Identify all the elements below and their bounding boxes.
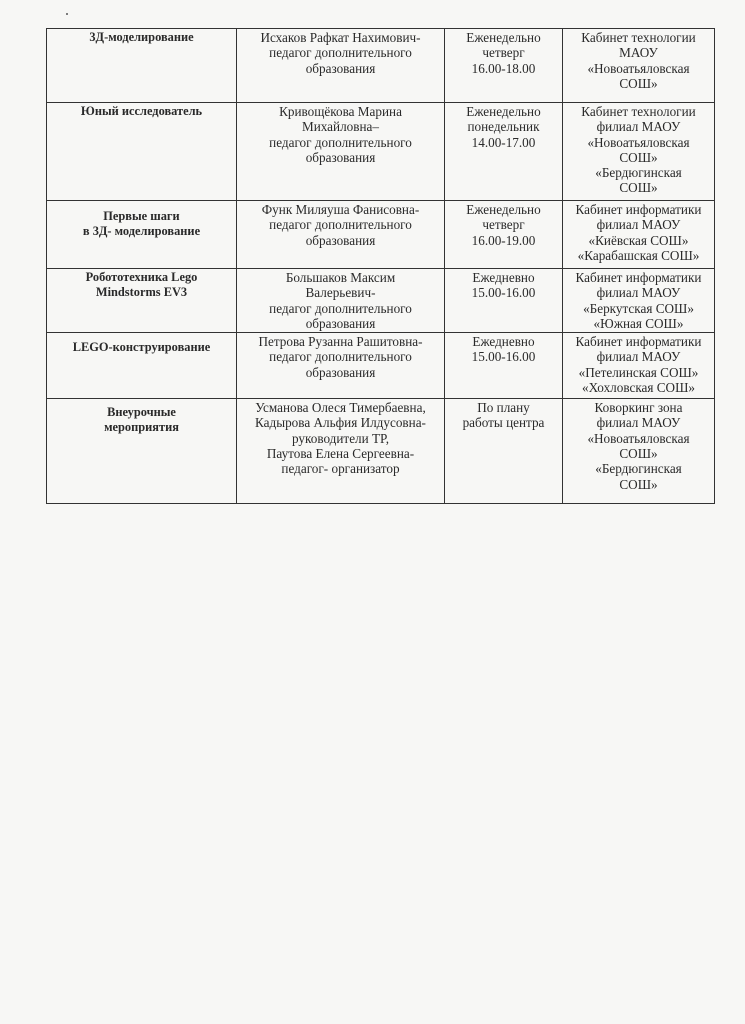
course-name-cell: Робототехника Lego Mindstorms EV3 — [47, 269, 237, 333]
scan-speck — [66, 13, 68, 15]
teacher-cell: Усманова Олеся Тимербаевна, Кадырова Альфия Илдусовна- руководители ТР, Паутова Елена Сергеевна- педагог- организатор — [237, 399, 445, 504]
schedule-table — [46, 28, 715, 504]
location-cell: Кабинет информатики филиал МАОУ «Беркутская СОШ» «Южная СОШ» — [563, 269, 715, 333]
schedule-cell: Ежедневно 15.00-16.00 — [445, 269, 563, 333]
table-row — [47, 29, 715, 103]
table-row — [47, 269, 715, 333]
schedule-cell: Еженедельно четверг 16.00-19.00 — [445, 201, 563, 269]
teacher-cell: Петрова Рузанна Рашитовна- педагог дополнительного образования — [237, 333, 445, 399]
table-row — [47, 333, 715, 399]
location-cell: Кабинет информатики филиал МАОУ «Киёвская СОШ» «Карабашская СОШ» — [563, 201, 715, 269]
location-cell: Коворкинг зона филиал МАОУ «Новоатьяловская СОШ» «Бердюгинская СОШ» — [563, 399, 715, 504]
schedule-cell: Еженедельно четверг 16.00-18.00 — [445, 29, 563, 103]
location-cell: Кабинет технологии МАОУ «Новоатьяловская СОШ» — [563, 29, 715, 103]
course-name-cell: 3Д-моделирование — [47, 29, 237, 103]
location-cell: Кабинет информатики филиал МАОУ «Петелинская СОШ» «Хохловская СОШ» — [563, 333, 715, 399]
course-name-cell: Внеурочные мероприятия — [47, 399, 237, 504]
location-cell: Кабинет технологии филиал МАОУ «Новоатьяловская СОШ» «Бердюгинская СОШ» — [563, 103, 715, 201]
table-row — [47, 399, 715, 504]
schedule-cell: По плану работы центра — [445, 399, 563, 504]
course-name-cell: Юный исследователь — [47, 103, 237, 201]
teacher-cell: Исхаков Рафкат Нахимович- педагог дополнительного образования — [237, 29, 445, 103]
teacher-cell: Большаков Максим Валерьевич- педагог дополнительного образования — [237, 269, 445, 333]
schedule-cell: Ежедневно 15.00-16.00 — [445, 333, 563, 399]
table-row — [47, 103, 715, 201]
course-name-cell: LEGO-конструирование — [47, 333, 237, 399]
table-row — [47, 201, 715, 269]
schedule-cell: Еженедельно понедельник 14.00-17.00 — [445, 103, 563, 201]
teacher-cell: Кривощёкова Марина Михайловна– педагог дополнительного образования — [237, 103, 445, 201]
teacher-cell: Функ Миляуша Фанисовна- педагог дополнительного образования — [237, 201, 445, 269]
course-name-cell: Первые шаги в 3Д- моделирование — [47, 201, 237, 269]
